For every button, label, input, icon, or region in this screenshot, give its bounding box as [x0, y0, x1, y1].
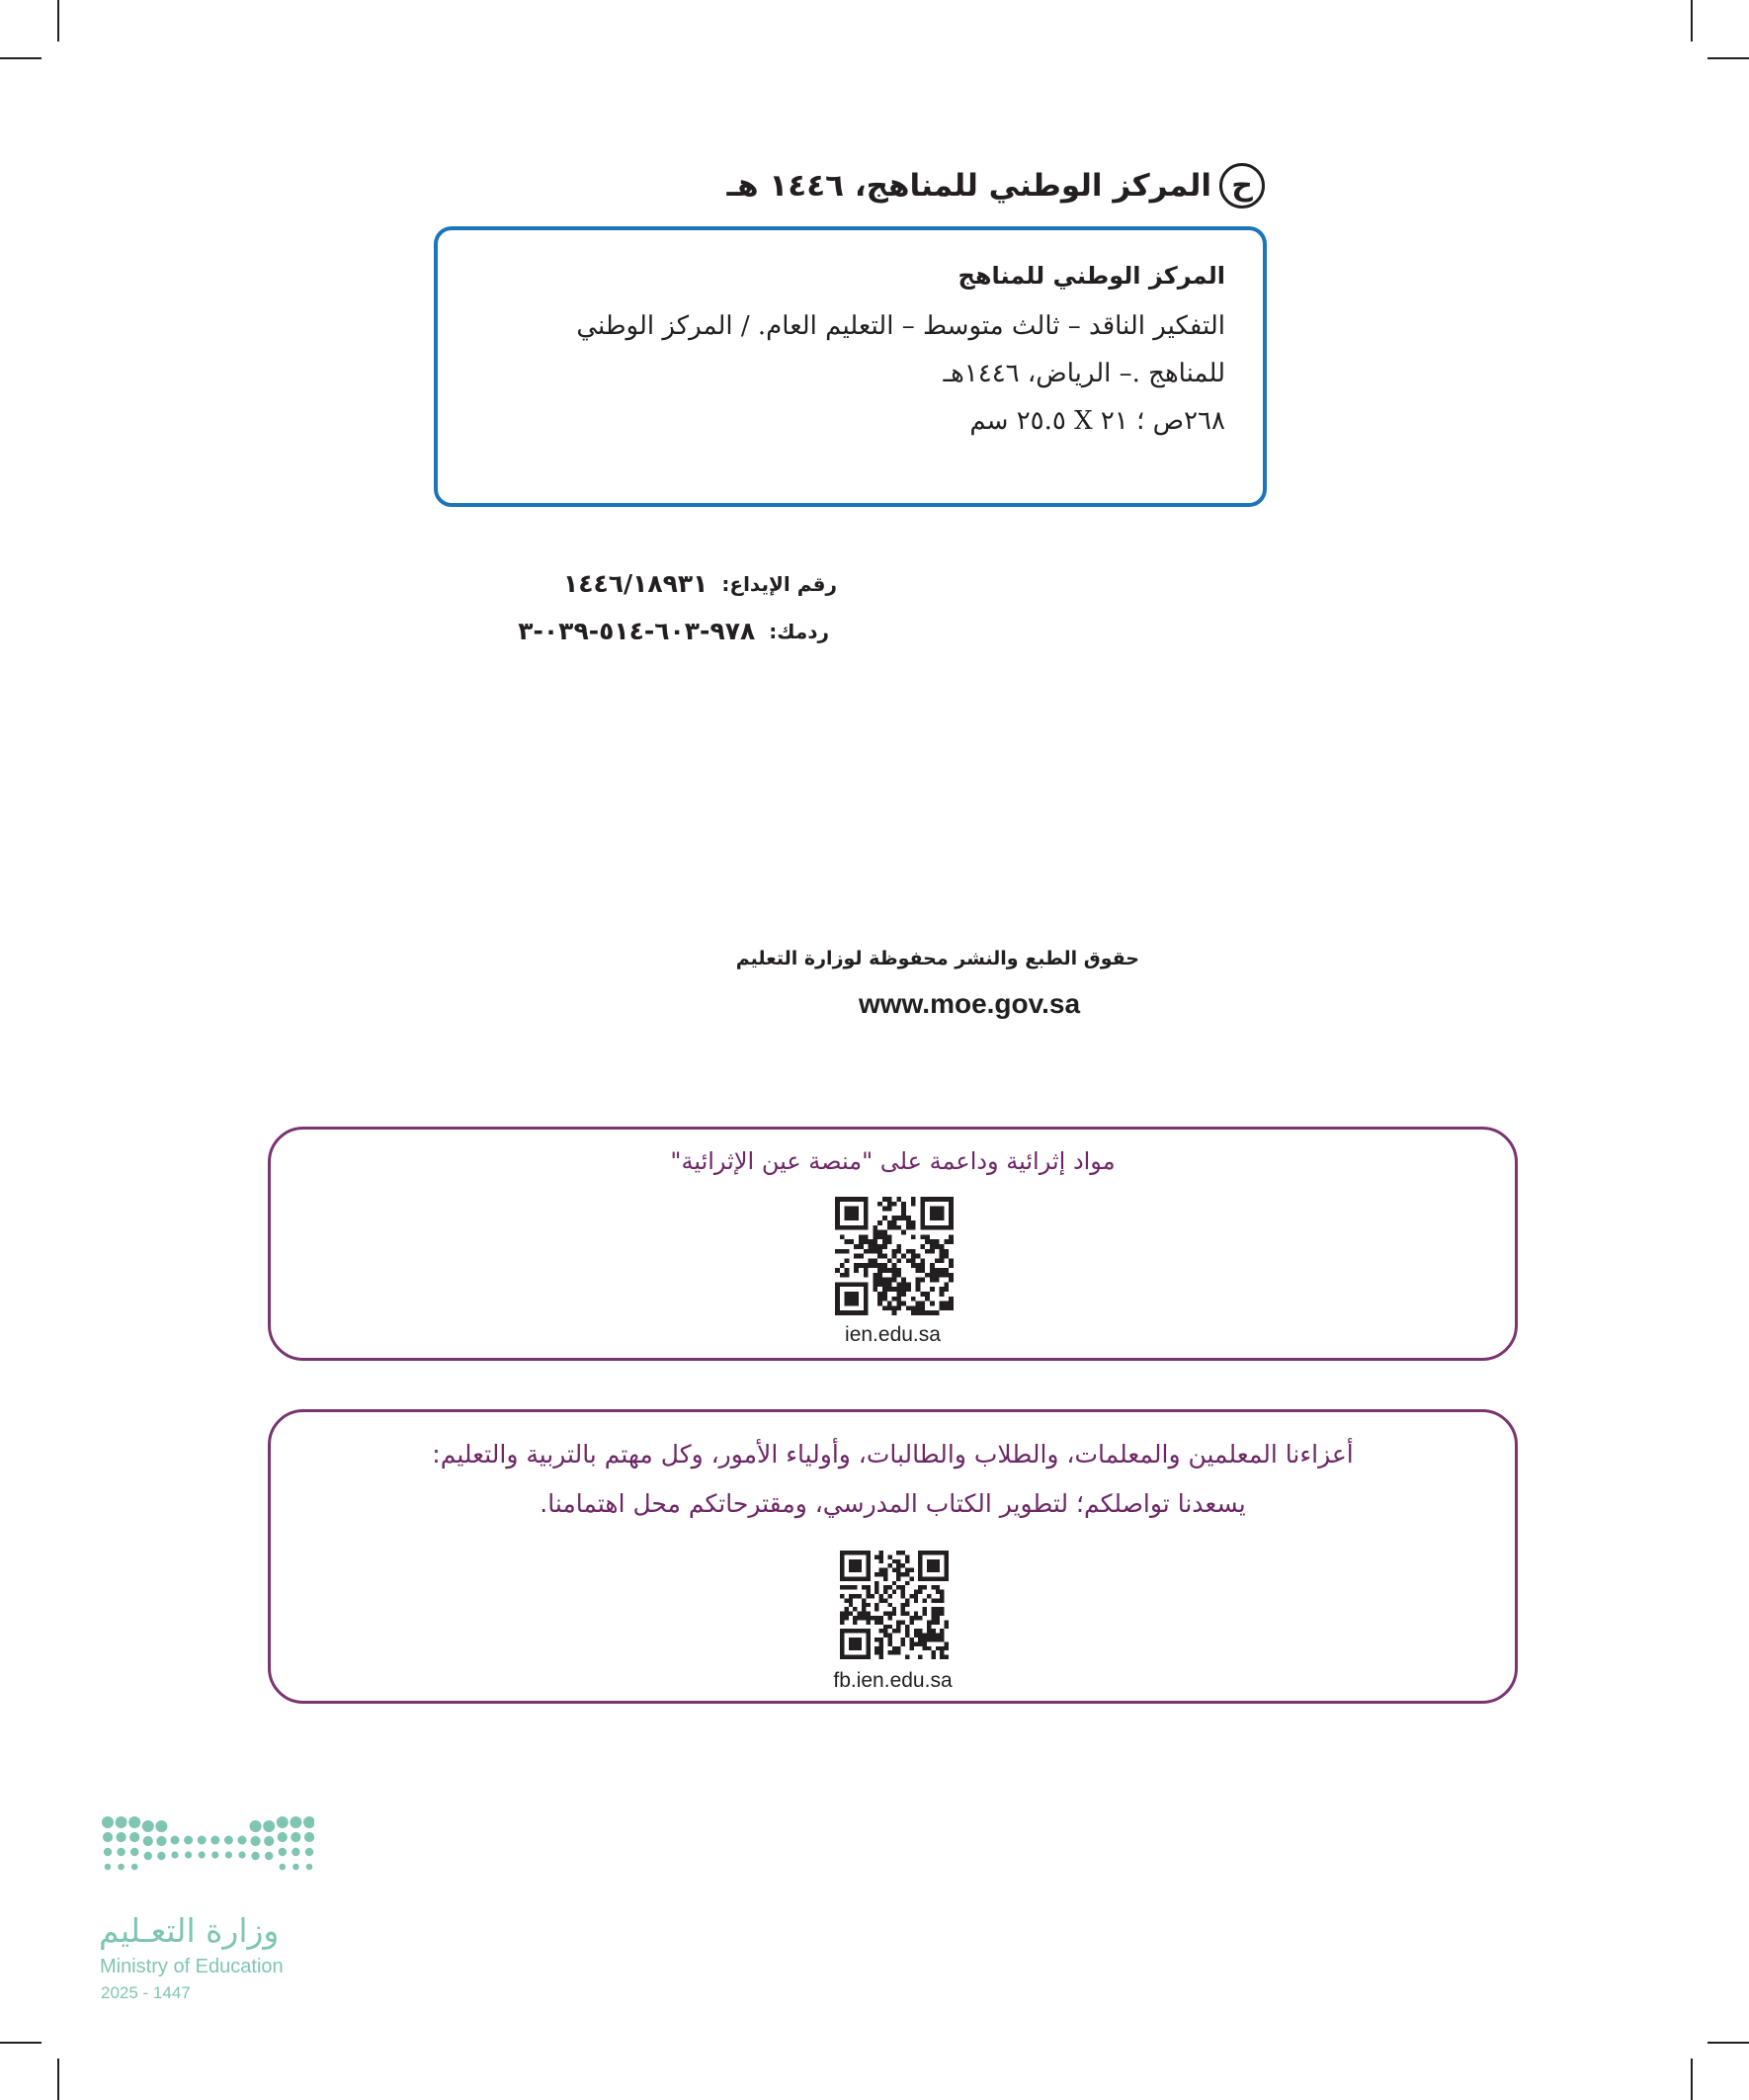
ministry-year: 2025 - 1447: [101, 1983, 191, 2002]
isbn-value: ٩٧٨-٦٠٣-٥١٤-٠٣٩-٣: [518, 617, 756, 645]
enrichment-text: مواد إثرائية وداعمة على "منصة عين الإثرائية": [670, 1147, 1116, 1175]
crop-mark-top-right-h: [1707, 57, 1749, 59]
crop-mark-bottom-right-h: [1707, 2042, 1749, 2044]
crop-mark-bottom-right-v: [1691, 2058, 1693, 2100]
crop-mark-bottom-left-h: [0, 2042, 42, 2044]
deposit-value: ١٤٤٦/١٨٩٣١: [562, 569, 708, 598]
ministry-logo-icon: [101, 1816, 314, 1895]
enrichment-qr-svg: [835, 1197, 954, 1315]
crop-mark-top-right-v: [1691, 0, 1693, 42]
copyright-header: [726, 160, 1265, 211]
rights-text: حقوق الطبع والنشر محفوظة لوزارة التعليم: [735, 948, 1139, 969]
isbn-row: [518, 617, 829, 645]
deposit-label: رقم الإيداع:: [721, 571, 837, 596]
feedback-line-1: أعزاءنا المعلمين والمعلمات، والطلاب والطالبات، وأولياء الأمور، وكل مهتم بالتربية والتعليم:: [432, 1440, 1354, 1469]
feedback-line-2: يسعدنا تواصلكم؛ لتطوير الكتاب المدرسي، ومقترحاتكم محل اهتمامنا.: [540, 1489, 1246, 1518]
deposit-row: [563, 569, 837, 598]
enrichment-qr-caption[interactable]: ien.edu.sa: [845, 1323, 941, 1346]
isbn-label: ردمك:: [769, 619, 829, 643]
ministry-arabic-name: وزارة التعـليم: [99, 1911, 280, 1950]
catalog-line-2: للمناهج .– الرياض، ١٤٤٦هـ: [943, 359, 1225, 388]
enrichment-box: [268, 1127, 1518, 1361]
copyright-text: المركز الوطني للمناهج، ١٤٤٦ هـ: [726, 168, 1211, 204]
website-link[interactable]: www.moe.gov.sa: [859, 988, 1081, 1019]
copyright-symbol: ح: [1219, 163, 1265, 209]
catalog-title: المركز الوطني للمناهج: [958, 262, 1225, 290]
feedback-qr-icon[interactable]: [840, 1551, 949, 1659]
crop-mark-bottom-left-v: [57, 2058, 59, 2100]
crop-mark-top-left-v: [57, 0, 59, 42]
feedback-qr-svg: [840, 1551, 949, 1659]
ministry-english-name: Ministry of Education: [100, 1956, 284, 1977]
feedback-box: [268, 1409, 1518, 1704]
feedback-qr-caption[interactable]: fb.ien.edu.sa: [833, 1669, 953, 1692]
catalog-line-1: التفكير الناقد – ثالث متوسط – التعليم العام. / المركز الوطني: [576, 311, 1225, 341]
enrichment-qr-icon[interactable]: [835, 1197, 954, 1315]
catalog-line-3: ٢٦٨ص ؛ ٢١ X ٢٥.٥ سم: [969, 406, 1225, 436]
catalog-card: [434, 226, 1267, 507]
crop-mark-top-left-h: [0, 57, 42, 59]
